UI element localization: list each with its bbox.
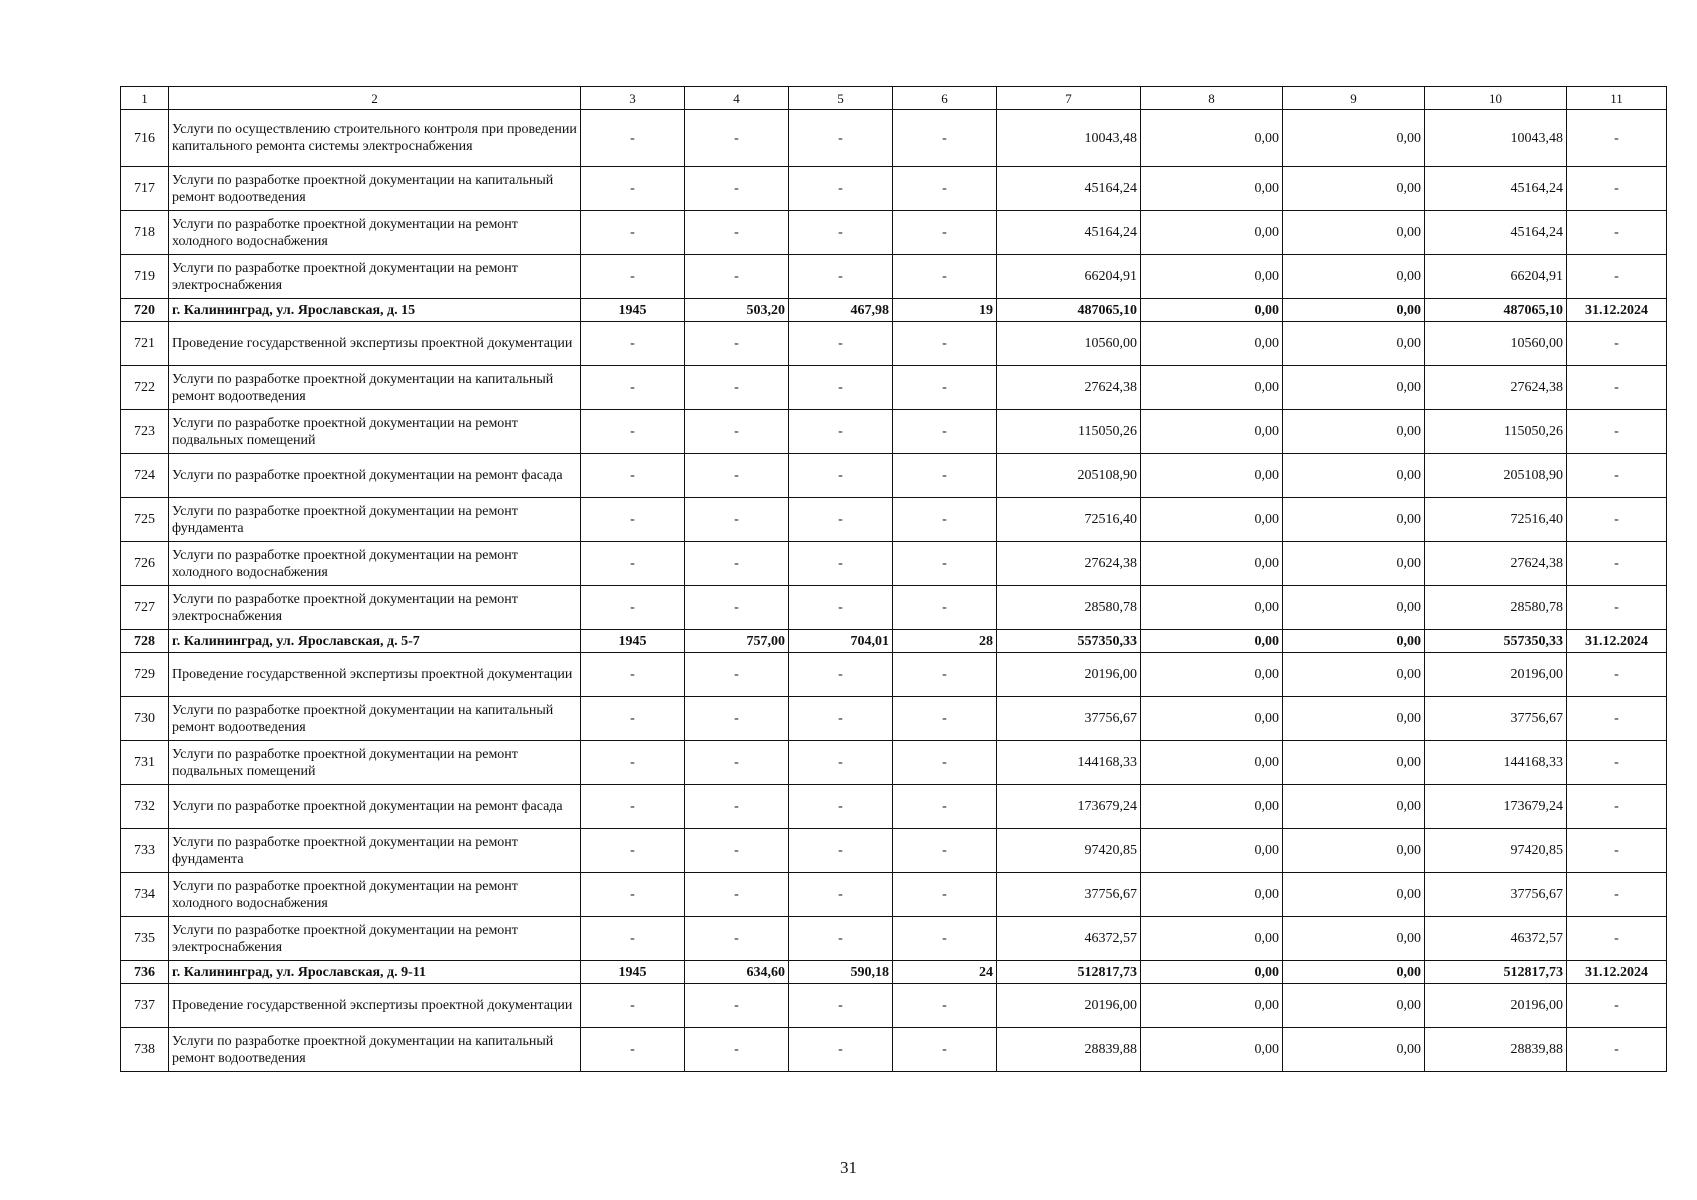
col-7-amount: 37756,67 [997,873,1141,917]
col-9-amount: 0,00 [1283,322,1425,366]
col-6-value: - [893,255,997,299]
col-9-amount: 0,00 [1283,366,1425,410]
work-description: Проведение государственной экспертизы проектной документации [169,984,581,1028]
work-description: Услуги по разработке проектной документации на ремонт подвальных помещений [169,741,581,785]
completion-date: - [1567,366,1667,410]
table-row [121,984,1667,1028]
col-6-value: - [893,741,997,785]
col-7-amount: 27624,38 [997,366,1141,410]
col-4-value: - [685,454,789,498]
col-10-amount: 487065,10 [1425,299,1567,322]
completion-date: - [1567,542,1667,586]
col-5-value: - [789,586,893,630]
table-row [121,741,1667,785]
table-row [121,1028,1667,1072]
col-5-value: - [789,110,893,167]
address-label: г. Калининград, ул. Ярославская, д. 5-7 [169,630,581,653]
col-8-amount: 0,00 [1141,1028,1283,1072]
address-row [121,961,1667,984]
col-4-value: - [685,653,789,697]
column-header: 4 [685,87,789,110]
table-row [121,110,1667,167]
col-10-amount: 37756,67 [1425,873,1567,917]
col-3-value: - [581,410,685,454]
col-4-value: - [685,110,789,167]
col-6-value: - [893,498,997,542]
col-3-value: - [581,322,685,366]
col-6-value: 19 [893,299,997,322]
col-9-amount: 0,00 [1283,829,1425,873]
table-row [121,255,1667,299]
completion-date: - [1567,741,1667,785]
row-number: 720 [121,299,169,322]
column-header: 1 [121,87,169,110]
completion-date: - [1567,211,1667,255]
col-3-value: - [581,984,685,1028]
col-3-value: - [581,697,685,741]
col-8-amount: 0,00 [1141,586,1283,630]
col-9-amount: 0,00 [1283,741,1425,785]
col-7-amount: 45164,24 [997,211,1141,255]
col-8-amount: 0,00 [1141,961,1283,984]
address-row [121,630,1667,653]
col-8-amount: 0,00 [1141,873,1283,917]
col-7-amount: 20196,00 [997,653,1141,697]
row-number: 735 [121,917,169,961]
col-10-amount: 115050,26 [1425,410,1567,454]
work-description: Услуги по разработке проектной документации на капитальный ремонт водоотведения [169,1028,581,1072]
col-9-amount: 0,00 [1283,110,1425,167]
col-10-amount: 27624,38 [1425,366,1567,410]
col-8-amount: 0,00 [1141,255,1283,299]
col-9-amount: 0,00 [1283,299,1425,322]
completion-date: - [1567,697,1667,741]
col-5-value: - [789,322,893,366]
row-number: 722 [121,366,169,410]
row-number: 727 [121,586,169,630]
column-header: 7 [997,87,1141,110]
col-4-value: - [685,785,789,829]
col-10-amount: 28580,78 [1425,586,1567,630]
col-3-value: - [581,741,685,785]
col-8-amount: 0,00 [1141,498,1283,542]
col-8-amount: 0,00 [1141,829,1283,873]
column-header: 6 [893,87,997,110]
col-8-amount: 0,00 [1141,322,1283,366]
col-7-amount: 45164,24 [997,167,1141,211]
col-8-amount: 0,00 [1141,984,1283,1028]
address-row [121,299,1667,322]
col-5-value: - [789,167,893,211]
col-7-amount: 37756,67 [997,697,1141,741]
completion-date: - [1567,984,1667,1028]
col-5-value: 467,98 [789,299,893,322]
column-header: 2 [169,87,581,110]
col-10-amount: 557350,33 [1425,630,1567,653]
row-number: 734 [121,873,169,917]
col-3-value: 1945 [581,630,685,653]
col-4-value: - [685,498,789,542]
col-4-value: - [685,873,789,917]
col-6-value: - [893,110,997,167]
col-9-amount: 0,00 [1283,697,1425,741]
row-number: 726 [121,542,169,586]
row-number: 736 [121,961,169,984]
col-3-value: - [581,454,685,498]
table-row [121,873,1667,917]
completion-date: - [1567,110,1667,167]
col-5-value: - [789,785,893,829]
col-3-value: - [581,586,685,630]
col-10-amount: 46372,57 [1425,917,1567,961]
col-10-amount: 37756,67 [1425,697,1567,741]
row-number: 725 [121,498,169,542]
completion-date: - [1567,873,1667,917]
col-6-value: - [893,785,997,829]
col-7-amount: 557350,33 [997,630,1141,653]
row-number: 719 [121,255,169,299]
col-4-value: - [685,211,789,255]
col-4-value: - [685,984,789,1028]
col-7-amount: 205108,90 [997,454,1141,498]
col-10-amount: 512817,73 [1425,961,1567,984]
col-3-value: - [581,1028,685,1072]
col-3-value: - [581,167,685,211]
col-9-amount: 0,00 [1283,586,1425,630]
completion-date: - [1567,829,1667,873]
col-6-value: - [893,653,997,697]
work-description: Услуги по разработке проектной документации на ремонт фасада [169,785,581,829]
completion-date: - [1567,167,1667,211]
col-5-value: - [789,829,893,873]
col-6-value: - [893,211,997,255]
col-9-amount: 0,00 [1283,454,1425,498]
col-7-amount: 66204,91 [997,255,1141,299]
completion-date: - [1567,1028,1667,1072]
col-4-value: - [685,255,789,299]
col-10-amount: 27624,38 [1425,542,1567,586]
col-7-amount: 28839,88 [997,1028,1141,1072]
completion-date: - [1567,410,1667,454]
col-6-value: - [893,366,997,410]
registry-table [120,86,1667,1072]
row-number: 723 [121,410,169,454]
completion-date: - [1567,653,1667,697]
work-description: Услуги по разработке проектной документации на ремонт фасада [169,454,581,498]
col-5-value: - [789,410,893,454]
work-description: Услуги по разработке проектной документации на ремонт фундамента [169,498,581,542]
table-row [121,542,1667,586]
completion-date: - [1567,454,1667,498]
col-6-value: - [893,984,997,1028]
completion-date: 31.12.2024 [1567,299,1667,322]
col-4-value: 757,00 [685,630,789,653]
col-6-value: - [893,917,997,961]
col-10-amount: 45164,24 [1425,211,1567,255]
table-row [121,829,1667,873]
col-4-value: - [685,410,789,454]
col-8-amount: 0,00 [1141,299,1283,322]
col-7-amount: 46372,57 [997,917,1141,961]
col-7-amount: 487065,10 [997,299,1141,322]
col-10-amount: 28839,88 [1425,1028,1567,1072]
col-7-amount: 28580,78 [997,586,1141,630]
col-6-value: - [893,322,997,366]
col-6-value: 28 [893,630,997,653]
col-8-amount: 0,00 [1141,454,1283,498]
col-8-amount: 0,00 [1141,741,1283,785]
work-description: Услуги по разработке проектной документации на ремонт подвальных помещений [169,410,581,454]
col-9-amount: 0,00 [1283,167,1425,211]
col-5-value: - [789,873,893,917]
col-6-value: - [893,1028,997,1072]
column-number-header-row [121,87,1667,110]
col-4-value: - [685,917,789,961]
col-4-value: - [685,829,789,873]
row-number: 737 [121,984,169,1028]
col-3-value: - [581,542,685,586]
col-3-value: 1945 [581,961,685,984]
row-number: 729 [121,653,169,697]
col-10-amount: 144168,33 [1425,741,1567,785]
completion-date: - [1567,255,1667,299]
col-3-value: - [581,211,685,255]
col-7-amount: 512817,73 [997,961,1141,984]
col-5-value: - [789,454,893,498]
row-number: 721 [121,322,169,366]
col-4-value: - [685,542,789,586]
address-label: г. Калининград, ул. Ярославская, д. 9-11 [169,961,581,984]
table-row [121,454,1667,498]
column-header: 9 [1283,87,1425,110]
col-3-value: 1945 [581,299,685,322]
table-row [121,697,1667,741]
completion-date: - [1567,917,1667,961]
table-row [121,167,1667,211]
col-6-value: - [893,167,997,211]
work-description: Услуги по разработке проектной документации на ремонт холодного водоснабжения [169,542,581,586]
column-header: 11 [1567,87,1667,110]
col-6-value: - [893,410,997,454]
work-description: Проведение государственной экспертизы проектной документации [169,322,581,366]
col-5-value: 704,01 [789,630,893,653]
completion-date: - [1567,322,1667,366]
col-9-amount: 0,00 [1283,984,1425,1028]
work-description: Услуги по разработке проектной документации на ремонт электроснабжения [169,255,581,299]
completion-date: - [1567,785,1667,829]
column-header: 8 [1141,87,1283,110]
col-5-value: - [789,653,893,697]
work-description: Услуги по разработке проектной документации на ремонт фундамента [169,829,581,873]
table-row [121,653,1667,697]
col-10-amount: 10560,00 [1425,322,1567,366]
col-10-amount: 173679,24 [1425,785,1567,829]
col-4-value: - [685,697,789,741]
col-10-amount: 205108,90 [1425,454,1567,498]
col-4-value: - [685,741,789,785]
row-number: 728 [121,630,169,653]
col-9-amount: 0,00 [1283,785,1425,829]
col-7-amount: 97420,85 [997,829,1141,873]
page-number: 31 [840,1158,857,1177]
col-5-value: - [789,211,893,255]
col-5-value: - [789,984,893,1028]
completion-date: 31.12.2024 [1567,961,1667,984]
work-description: Услуги по разработке проектной документации на ремонт электроснабжения [169,917,581,961]
col-6-value: 24 [893,961,997,984]
col-4-value: - [685,366,789,410]
col-8-amount: 0,00 [1141,653,1283,697]
col-9-amount: 0,00 [1283,961,1425,984]
col-3-value: - [581,366,685,410]
col-3-value: - [581,653,685,697]
col-9-amount: 0,00 [1283,630,1425,653]
work-description: Услуги по разработке проектной документации на капитальный ремонт водоотведения [169,697,581,741]
col-5-value: - [789,542,893,586]
col-5-value: - [789,741,893,785]
col-8-amount: 0,00 [1141,542,1283,586]
col-8-amount: 0,00 [1141,366,1283,410]
col-7-amount: 20196,00 [997,984,1141,1028]
col-7-amount: 10043,48 [997,110,1141,167]
table-body [121,87,1667,1072]
col-6-value: - [893,586,997,630]
col-8-amount: 0,00 [1141,110,1283,167]
table-row [121,322,1667,366]
col-4-value: - [685,322,789,366]
col-7-amount: 173679,24 [997,785,1141,829]
work-description: Услуги по разработке проектной документации на ремонт холодного водоснабжения [169,211,581,255]
col-9-amount: 0,00 [1283,653,1425,697]
row-number: 738 [121,1028,169,1072]
table-row [121,785,1667,829]
col-3-value: - [581,498,685,542]
col-9-amount: 0,00 [1283,211,1425,255]
col-10-amount: 45164,24 [1425,167,1567,211]
col-9-amount: 0,00 [1283,542,1425,586]
col-8-amount: 0,00 [1141,211,1283,255]
col-3-value: - [581,110,685,167]
col-8-amount: 0,00 [1141,785,1283,829]
col-6-value: - [893,454,997,498]
col-4-value: - [685,586,789,630]
col-8-amount: 0,00 [1141,167,1283,211]
work-description: Услуги по осуществлению строительного контроля при проведении капитального ремонта системы электроснабжения [169,110,581,167]
col-4-value: 634,60 [685,961,789,984]
table-row [121,498,1667,542]
col-4-value: - [685,167,789,211]
col-5-value: - [789,1028,893,1072]
col-4-value: 503,20 [685,299,789,322]
col-3-value: - [581,829,685,873]
col-9-amount: 0,00 [1283,917,1425,961]
col-6-value: - [893,873,997,917]
col-10-amount: 72516,40 [1425,498,1567,542]
work-description: Услуги по разработке проектной документации на капитальный ремонт водоотведения [169,366,581,410]
col-9-amount: 0,00 [1283,255,1425,299]
col-3-value: - [581,255,685,299]
col-10-amount: 10043,48 [1425,110,1567,167]
completion-date: - [1567,498,1667,542]
col-10-amount: 97420,85 [1425,829,1567,873]
col-7-amount: 72516,40 [997,498,1141,542]
col-7-amount: 10560,00 [997,322,1141,366]
col-5-value: - [789,366,893,410]
row-number: 716 [121,110,169,167]
col-5-value: 590,18 [789,961,893,984]
col-10-amount: 20196,00 [1425,653,1567,697]
table-row [121,211,1667,255]
row-number: 733 [121,829,169,873]
row-number: 731 [121,741,169,785]
col-5-value: - [789,917,893,961]
column-header: 3 [581,87,685,110]
col-6-value: - [893,542,997,586]
completion-date: - [1567,586,1667,630]
col-9-amount: 0,00 [1283,873,1425,917]
col-8-amount: 0,00 [1141,630,1283,653]
col-9-amount: 0,00 [1283,498,1425,542]
col-6-value: - [893,829,997,873]
column-header: 5 [789,87,893,110]
row-number: 732 [121,785,169,829]
work-description: Услуги по разработке проектной документации на ремонт холодного водоснабжения [169,873,581,917]
col-3-value: - [581,785,685,829]
row-number: 730 [121,697,169,741]
row-number: 717 [121,167,169,211]
completion-date: 31.12.2024 [1567,630,1667,653]
col-9-amount: 0,00 [1283,410,1425,454]
row-number: 724 [121,454,169,498]
col-7-amount: 115050,26 [997,410,1141,454]
col-3-value: - [581,873,685,917]
col-8-amount: 0,00 [1141,410,1283,454]
col-9-amount: 0,00 [1283,1028,1425,1072]
col-5-value: - [789,255,893,299]
col-7-amount: 27624,38 [997,542,1141,586]
col-7-amount: 144168,33 [997,741,1141,785]
table-row [121,366,1667,410]
table-row [121,586,1667,630]
address-label: г. Калининград, ул. Ярославская, д. 15 [169,299,581,322]
col-8-amount: 0,00 [1141,697,1283,741]
column-header: 10 [1425,87,1567,110]
col-6-value: - [893,697,997,741]
table-row [121,410,1667,454]
col-8-amount: 0,00 [1141,917,1283,961]
col-5-value: - [789,697,893,741]
col-3-value: - [581,917,685,961]
col-5-value: - [789,498,893,542]
work-description: Проведение государственной экспертизы проектной документации [169,653,581,697]
row-number: 718 [121,211,169,255]
work-description: Услуги по разработке проектной документации на ремонт электроснабжения [169,586,581,630]
col-10-amount: 66204,91 [1425,255,1567,299]
work-description: Услуги по разработке проектной документации на капитальный ремонт водоотведения [169,167,581,211]
table-row [121,917,1667,961]
col-4-value: - [685,1028,789,1072]
col-10-amount: 20196,00 [1425,984,1567,1028]
